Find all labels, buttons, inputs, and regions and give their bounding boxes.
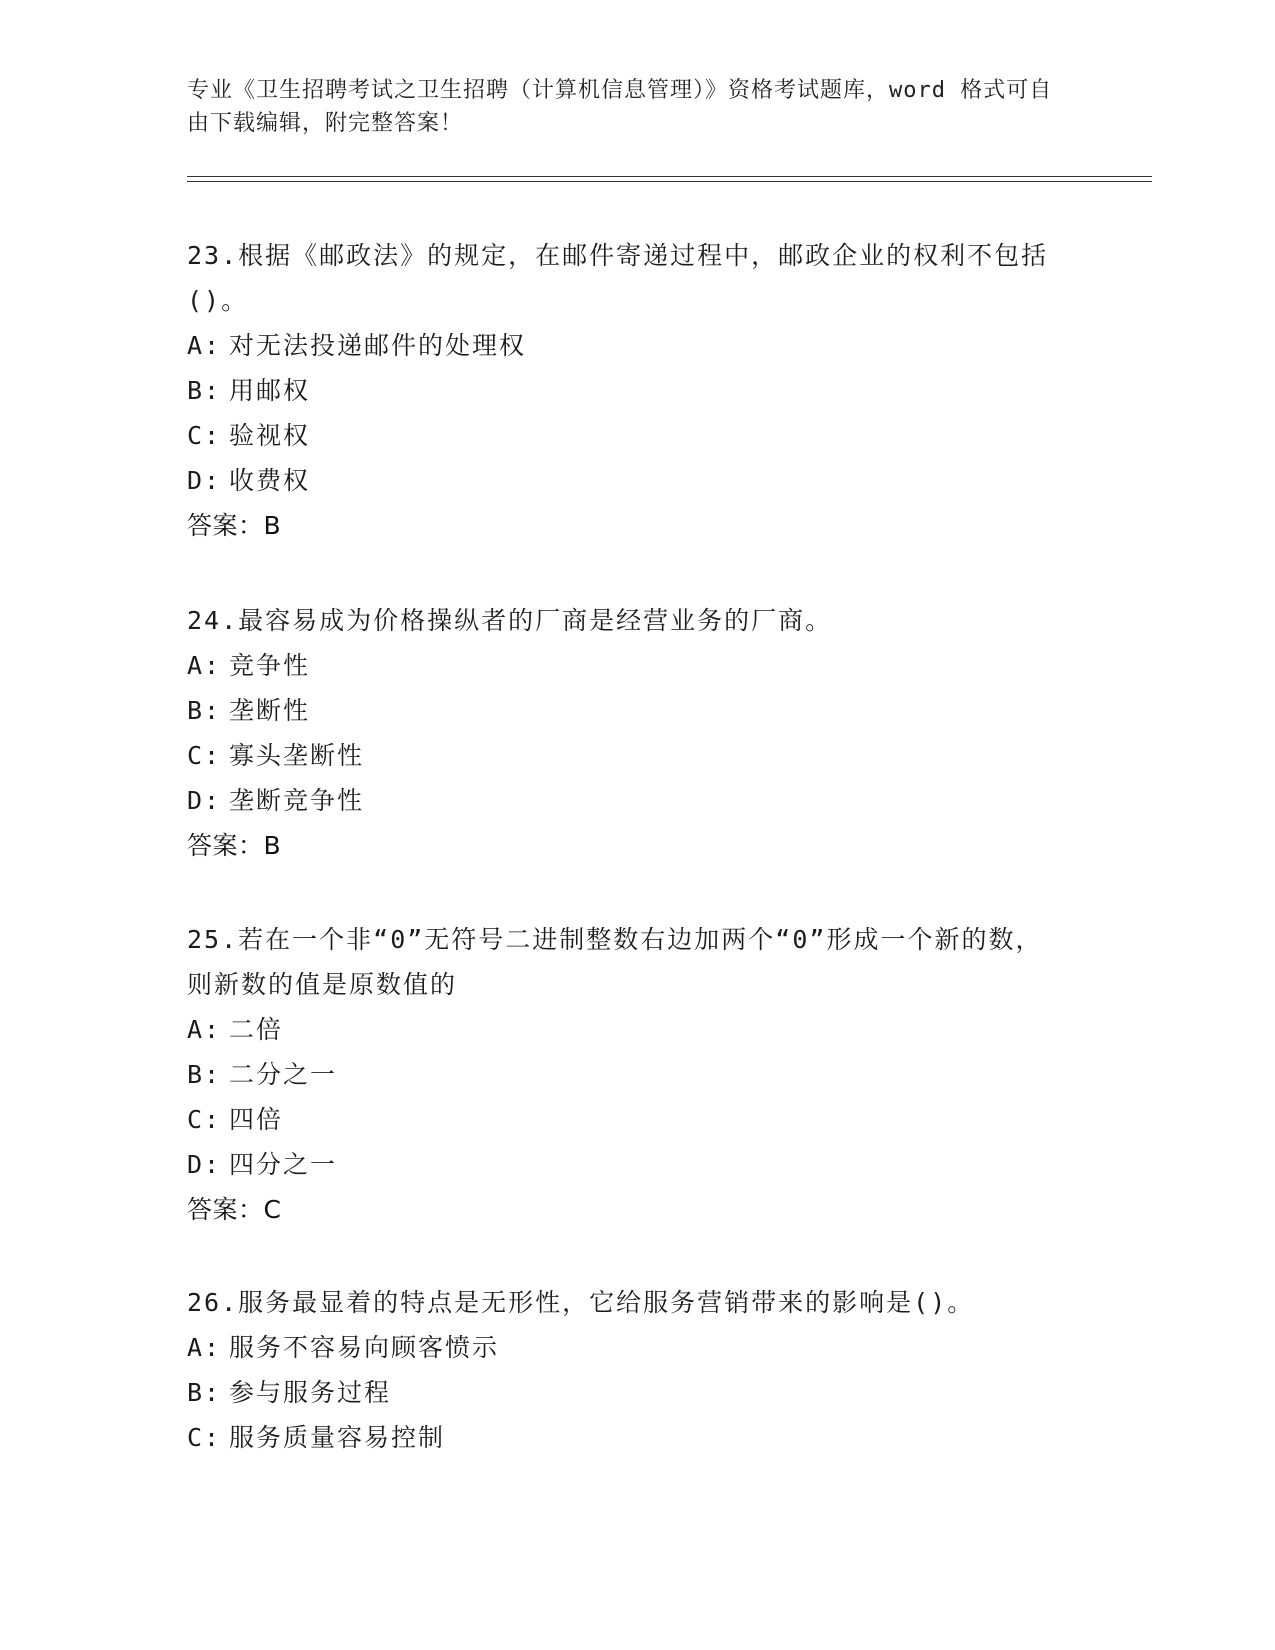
question-26 <box>187 1280 1067 1460</box>
option-a <box>187 643 1067 688</box>
option-letter: C: <box>187 741 222 770</box>
option-letter: A: <box>187 651 222 680</box>
question-25 <box>187 917 1067 1232</box>
option-letter: B: <box>187 1060 222 1089</box>
option-text: 四倍 <box>229 1105 284 1134</box>
option-text: 四分之一 <box>229 1150 338 1179</box>
question-stem: 24.最容易成为价格操纵者的厂商是经营业务的厂商。 <box>187 606 833 635</box>
option-letter: D: <box>187 1150 222 1179</box>
option-text: 服务质量容易控制 <box>229 1423 446 1452</box>
option-text: 验视权 <box>229 421 311 450</box>
option-a <box>187 1325 1067 1370</box>
option-text: 参与服务过程 <box>229 1378 392 1407</box>
option-letter: D: <box>187 466 222 495</box>
option-text: 二分之一 <box>229 1060 338 1089</box>
option-text: 用邮权 <box>229 376 311 405</box>
option-c <box>187 1415 1067 1460</box>
option-letter: C: <box>187 421 222 450</box>
option-letter: C: <box>187 1105 222 1134</box>
question-24 <box>187 598 1067 868</box>
option-text: 寡头垄断性 <box>229 741 365 770</box>
option-d <box>187 778 1067 823</box>
option-text: 垄断性 <box>229 696 311 725</box>
question-stem: 26.服务最显着的特点是无形性，它给服务营销带来的影响是()。 <box>187 1288 975 1317</box>
question-stem: 25.若在一个非“0”无符号二进制整数右边加两个“0”形成一个新的数，则新数的值是原数值的 <box>187 925 1043 999</box>
option-d <box>187 458 1067 503</box>
option-letter: D: <box>187 786 222 815</box>
option-letter: B: <box>187 376 222 405</box>
document-header: 专业《卫生招聘考试之卫生招聘（计算机信息管理）》资格考试题库，word 格式可自由下载编辑，附完整答案！ <box>187 78 1053 136</box>
option-c <box>187 413 1067 458</box>
option-b <box>187 368 1067 413</box>
option-b <box>187 1052 1067 1097</box>
question-23 <box>187 233 1067 548</box>
option-text: 竞争性 <box>229 651 311 680</box>
option-text: 收费权 <box>229 466 311 495</box>
option-c <box>187 733 1067 778</box>
option-a <box>187 323 1067 368</box>
option-text: 对无法投递邮件的处理权 <box>229 331 527 360</box>
option-b <box>187 688 1067 733</box>
answer-key: 答案：C <box>187 1195 282 1224</box>
answer-key: 答案：B <box>187 511 282 540</box>
question-stem: 23.根据《邮政法》的规定，在邮件寄递过程中，邮政企业的权利不包括()。 <box>187 241 1049 315</box>
option-a <box>187 1007 1067 1052</box>
option-c <box>187 1097 1067 1142</box>
option-letter: B: <box>187 696 222 725</box>
option-text: 二倍 <box>229 1015 284 1044</box>
answer-key: 答案：B <box>187 831 282 860</box>
option-b <box>187 1370 1067 1415</box>
header-divider-top <box>187 176 1152 177</box>
option-letter: C: <box>187 1423 222 1452</box>
option-letter: B: <box>187 1378 222 1407</box>
option-letter: A: <box>187 331 222 360</box>
option-text: 垄断竞争性 <box>229 786 365 815</box>
option-text: 服务不容易向顾客愤示 <box>229 1333 500 1362</box>
option-d <box>187 1142 1067 1187</box>
header-divider-bottom <box>187 181 1152 182</box>
option-letter: A: <box>187 1333 222 1362</box>
option-letter: A: <box>187 1015 222 1044</box>
